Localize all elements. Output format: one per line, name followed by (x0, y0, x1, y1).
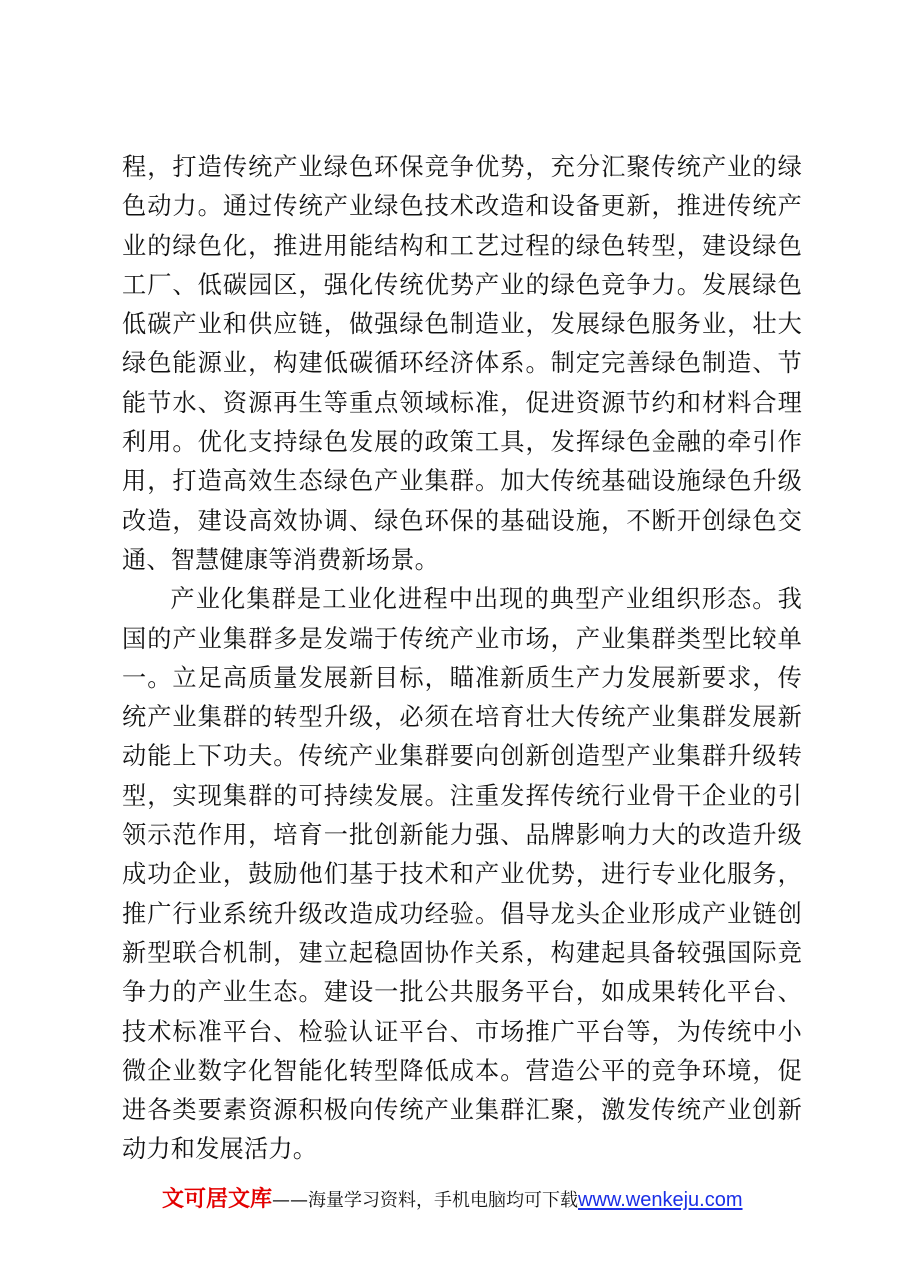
footer-website-link[interactable]: www.wenkeju.com (578, 1189, 743, 1211)
footer-slogan: ——海量学习资料，手机电脑均可下载 (272, 1190, 579, 1211)
paragraph-2: 产业化集群是工业化进程中出现的典型产业组织形态。我国的产业集群多是发端于传统产业市场，产业集群类型比较单一。立足高质量发展新目标，瞄准新质生产力发展新要求，传统产业集群的转型升级，必须在培育壮大传统产业集群发展新动能上下功夫。传统产业集群要向创新创造型产业集群升级转型，实现集群的可持续发展。注重发挥传统行业骨干企业的引领示范作用，培育一批创新能力强、品牌影响力大的改造升级成功企业，鼓励他们基于技术和产业优势，进行专业化服务，推广行业系统升级改造成功经验。倡导龙头企业形成产业链创新型联合机制，建立起稳固协作关系，构建起具备较强国际竞争力的产业生态。建设一批公共服务平台，如成果转化平台、技术标准平台、检验认证平台、市场推广平台等，为传统中小微企业数字化智能化转型降低成本。营造公平的竞争环境，促进各类要素资源积极向传统产业集群汇聚，激发传统产业创新动力和发展活力。 (122, 585, 802, 1164)
document-body (122, 148, 802, 1170)
footer-banner (162, 1182, 802, 1212)
paragraph-1: 程，打造传统产业绿色环保竞争优势，充分汇聚传统产业的绿色动力。通过传统产业绿色技术改造和设备更新，推进传统产业的绿色化，推进用能结构和工艺过程的绿色转型，建设绿色工厂、低碳园区，强化传统优势产业的绿色竞争力。发展绿色低碳产业和供应链，做强绿色制造业，发展绿色服务业，壮大绿色能源业，构建低碳循环经济体系。制定完善绿色制造、节能节水、资源再生等重点领域标准，促进资源节约和材料合理利用。优化支持绿色发展的政策工具，发挥绿色金融的牵引作用，打造高效生态绿色产业集群。加大传统基础设施绿色升级改造，建设高效协调、绿色环保的基础设施，不断开创绿色交通、智慧健康等消费新场景。 (122, 153, 802, 574)
footer-brand: 文可居文库 (162, 1187, 273, 1212)
